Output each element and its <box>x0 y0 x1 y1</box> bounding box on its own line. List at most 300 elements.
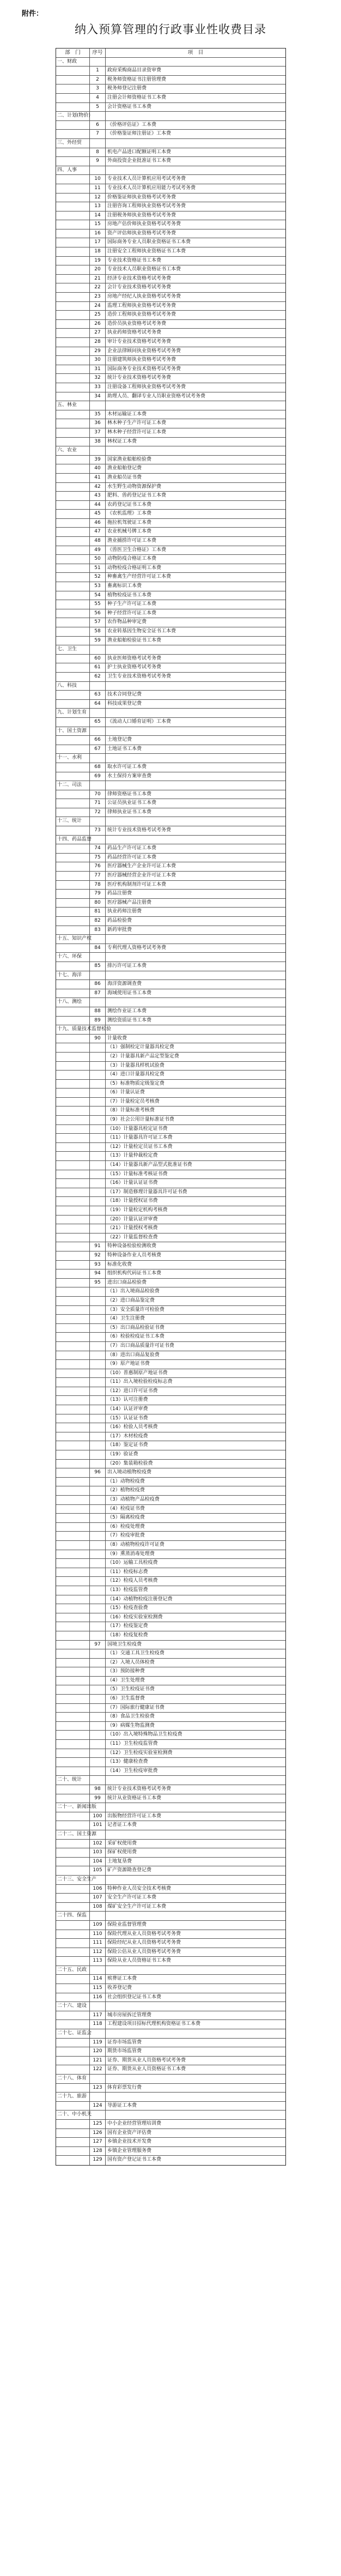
number-cell <box>90 1541 106 1550</box>
department-row <box>56 953 285 962</box>
department-row <box>56 781 285 790</box>
number-cell: 127 <box>90 2138 106 2146</box>
number-cell: 61 <box>90 663 106 672</box>
item-cell: （10）出入境特殊物品卫生检疫费 <box>107 1732 182 1738</box>
number-cell <box>90 2075 106 2083</box>
item-cell <box>106 817 285 826</box>
number-cell <box>90 998 106 1007</box>
number-cell <box>90 1767 106 1776</box>
table-row <box>56 1242 285 1251</box>
table-row <box>56 2057 285 2066</box>
item-cell: 注册咨询工程师执业资格考试考务费 <box>107 203 186 209</box>
item-cell: 林木种子生产许可证工本费 <box>107 420 167 426</box>
department-row <box>56 401 285 410</box>
table-row <box>56 609 285 619</box>
table-row <box>56 1405 285 1414</box>
number-cell <box>90 1586 106 1595</box>
table-row <box>56 1297 285 1306</box>
number-cell: 80 <box>90 899 106 908</box>
item-cell: 会计专业技术资格考试考务费 <box>107 285 172 291</box>
item-cell: 国际商务专业技术资格考试考务费 <box>107 366 181 372</box>
department-row <box>56 2002 285 2011</box>
department-cell <box>56 1269 90 1278</box>
table-row <box>56 1387 285 1396</box>
item-cell: 记者证工本费 <box>107 1822 137 1828</box>
table-row <box>56 1722 285 1731</box>
table-row <box>56 528 285 537</box>
department-cell <box>56 1523 90 1532</box>
number-cell: 104 <box>90 1858 106 1866</box>
item-cell <box>106 2075 285 2083</box>
number-cell <box>90 727 106 736</box>
item-cell: （10）运输工具检疫费 <box>107 1560 158 1566</box>
table-row <box>56 238 285 247</box>
item-cell: 进出口商品检验费 <box>107 1279 147 1285</box>
department-cell <box>56 700 90 709</box>
item-cell: （1）出入境商品检验费 <box>107 1289 160 1295</box>
item-cell: 注册建筑师执业资格考试考务费 <box>107 357 176 363</box>
number-cell: 117 <box>90 2011 106 2020</box>
department-cell <box>56 1731 90 1739</box>
number-cell <box>90 1450 106 1459</box>
item-cell: 造价工程师执业资格考试考务费 <box>107 312 176 318</box>
department-cell <box>56 655 90 663</box>
number-cell: 76 <box>90 862 106 871</box>
number-cell <box>90 1505 106 1514</box>
item-cell: （14）认证评审费 <box>107 1406 148 1412</box>
department-cell <box>56 745 90 754</box>
department-cell <box>56 1586 90 1595</box>
table-row <box>56 745 285 754</box>
number-cell: 122 <box>90 2065 106 2074</box>
table-row <box>56 1460 285 1469</box>
number-cell <box>90 1577 106 1586</box>
item-cell: 特种设备检验检测收费 <box>107 1243 157 1249</box>
number-cell <box>90 1089 106 1097</box>
department-cell <box>56 1261 90 1269</box>
item-cell: 药品生产许可证工本费 <box>107 845 157 851</box>
item-cell: 药品检验费 <box>107 918 132 923</box>
item-cell: （7）出口商品质量许可证书费 <box>107 1343 174 1349</box>
department-row <box>56 971 285 981</box>
item-cell: 标准化收费 <box>107 1261 132 1267</box>
item-cell: 国有资产登记证书工本费 <box>107 2157 162 2163</box>
department-cell <box>56 347 90 356</box>
item-cell: （3）动植物产品检疫费 <box>107 1497 160 1502</box>
department-cell <box>56 283 90 292</box>
table-row <box>56 1604 285 1613</box>
number-cell: 92 <box>90 1251 106 1260</box>
table-row <box>56 926 285 935</box>
item-cell: 证券、期货从业人员资格考试考务费 <box>107 2057 186 2063</box>
item-cell <box>106 1830 285 1839</box>
item-cell <box>106 1912 285 1920</box>
department-cell: 二十九、旅游 <box>56 2093 90 2101</box>
table-row <box>56 410 285 420</box>
table-row <box>56 1351 285 1360</box>
table-row <box>56 1921 285 1930</box>
department-cell <box>56 103 90 112</box>
item-cell: 注册安全工程师执业资格证书工本费 <box>107 249 186 255</box>
item-cell <box>106 401 285 410</box>
item-cell: 社会组织登记证书工本费 <box>107 1994 162 2000</box>
number-cell: 55 <box>90 600 106 609</box>
item-cell: 房地产经纪人执业资格考试考务费 <box>107 294 181 300</box>
number-cell: 72 <box>90 808 106 817</box>
department-cell <box>56 663 90 672</box>
number-cell: 125 <box>90 2120 106 2128</box>
department-cell <box>56 1821 90 1830</box>
table-row <box>56 175 285 184</box>
table-row <box>56 157 285 166</box>
table-row <box>56 1957 285 1966</box>
department-cell <box>56 926 90 935</box>
number-cell: 82 <box>90 917 106 926</box>
item-cell: （17）制造修理计量器具许可证书费 <box>107 1189 187 1195</box>
department-cell <box>56 1858 90 1866</box>
department-cell: 十五、知识产权 <box>56 935 90 944</box>
number-cell: 18 <box>90 247 106 256</box>
number-cell <box>90 1631 106 1640</box>
department-cell <box>56 1423 90 1432</box>
item-cell: （2）植物检疫费 <box>107 1487 145 1493</box>
table-row <box>56 1423 285 1432</box>
table-row <box>56 302 285 311</box>
item-cell <box>106 1803 285 1812</box>
department-cell <box>56 275 90 283</box>
number-cell: 121 <box>90 2057 106 2065</box>
table-row <box>56 890 285 899</box>
department-cell <box>56 1287 90 1296</box>
department-cell <box>56 1659 90 1667</box>
table-row <box>56 2011 285 2021</box>
number-cell: 5 <box>90 103 106 112</box>
number-cell <box>90 1685 106 1694</box>
table-row <box>56 1677 285 1686</box>
number-cell: 62 <box>90 673 106 681</box>
item-cell <box>106 166 285 175</box>
department-cell <box>56 1360 90 1369</box>
number-cell <box>90 1414 106 1423</box>
table-row <box>56 1848 285 1858</box>
number-cell: 89 <box>90 1017 106 1025</box>
item-cell: （8）食品卫生检验费 <box>107 1714 155 1720</box>
department-row <box>56 166 285 176</box>
department-cell <box>56 881 90 890</box>
number-cell <box>90 1776 106 1785</box>
number-cell: 103 <box>90 1848 106 1857</box>
table-row <box>56 374 285 383</box>
department-cell <box>56 1794 90 1803</box>
table-row <box>56 1432 285 1442</box>
number-cell: 118 <box>90 2020 106 2029</box>
number-cell <box>90 1695 106 1703</box>
number-cell: 73 <box>90 826 106 835</box>
number-cell: 113 <box>90 1957 106 1966</box>
department-cell <box>56 1677 90 1685</box>
table-row <box>56 1713 285 1722</box>
table-row <box>56 356 285 365</box>
department-cell: 二十六、建设 <box>56 2002 90 2011</box>
number-cell: 105 <box>90 1866 106 1875</box>
department-cell <box>56 1641 90 1649</box>
number-cell: 50 <box>90 555 106 564</box>
number-cell: 115 <box>90 1984 106 1993</box>
item-cell: 《兽医卫生合格证》工本费 <box>107 547 167 553</box>
item-cell <box>106 139 285 148</box>
number-cell <box>90 1550 106 1559</box>
number-cell: 47 <box>90 528 106 536</box>
department-cell <box>56 2102 90 2111</box>
table-row <box>56 257 285 266</box>
item-cell <box>106 754 285 763</box>
number-cell: 27 <box>90 329 106 337</box>
item-cell: 拖拉机驾驶证工本费 <box>107 519 152 525</box>
table-row <box>56 989 285 999</box>
department-cell: 七、卫生 <box>56 645 90 654</box>
table-row <box>56 202 285 211</box>
number-cell: 37 <box>90 428 106 437</box>
department-cell <box>56 908 90 916</box>
table-row <box>56 392 285 402</box>
number-cell: 107 <box>90 1894 106 1902</box>
item-cell: 渔业船舶登记费 <box>107 465 142 471</box>
item-cell: （13）计量仲裁检定费 <box>107 1153 158 1159</box>
department-cell <box>56 1216 90 1224</box>
table-row <box>56 428 285 438</box>
table-row <box>56 1993 285 2003</box>
number-cell: 108 <box>90 1903 106 1912</box>
number-cell: 16 <box>90 229 106 238</box>
table-row <box>56 1125 285 1134</box>
number-cell <box>90 1496 106 1504</box>
number-cell: 33 <box>90 383 106 392</box>
table-row <box>56 546 285 555</box>
department-cell <box>56 247 90 256</box>
department-row <box>56 1876 285 1885</box>
number-cell <box>90 1206 106 1215</box>
item-cell: （5）隔离检疫费 <box>107 1515 145 1521</box>
item-cell: 特种作业人员安全技术考核费 <box>107 1885 172 1891</box>
department-cell: 十八、测绘 <box>56 998 90 1007</box>
item-cell: （11）检疫标志费 <box>107 1569 148 1575</box>
item-cell: （10）普惠制原产地证书费 <box>107 1370 168 1376</box>
number-cell <box>90 645 106 654</box>
department-cell <box>56 2020 90 2029</box>
number-cell: 53 <box>90 582 106 591</box>
table-row <box>56 1631 285 1641</box>
table-row <box>56 1939 285 1948</box>
table-row <box>56 1812 285 1822</box>
table-row <box>56 1514 285 1523</box>
department-cell <box>56 501 90 510</box>
number-cell <box>90 2002 106 2011</box>
item-cell: 房地产估价师执业资格考试考务费 <box>107 221 181 227</box>
item-cell: 期货市场监管费 <box>107 2048 142 2054</box>
department-cell <box>56 2047 90 2056</box>
department-cell <box>56 1975 90 1984</box>
item-cell: 资产评估师执业资格考试考务费 <box>107 230 176 236</box>
item-cell: 殡葬证工本费 <box>107 1976 137 1982</box>
table-row <box>56 799 285 808</box>
department-cell <box>56 1604 90 1613</box>
item-cell: 会计资格证书工本费 <box>107 104 152 110</box>
department-cell <box>56 1993 90 2002</box>
number-cell: 79 <box>90 890 106 898</box>
number-cell <box>90 1287 106 1296</box>
header-department: 部 门 <box>56 49 90 57</box>
department-row <box>56 1025 285 1035</box>
table-row <box>56 1496 285 1505</box>
department-cell <box>56 121 90 130</box>
department-cell <box>56 862 90 871</box>
department-cell <box>56 257 90 265</box>
table-row <box>56 2020 285 2029</box>
table-row <box>56 917 285 926</box>
table-row <box>56 1017 285 1026</box>
item-cell: 技术合同登记费 <box>107 692 142 698</box>
table-row <box>56 555 285 564</box>
table-row <box>56 1613 285 1623</box>
table-row <box>56 1486 285 1496</box>
number-cell: 111 <box>90 1939 106 1948</box>
number-cell <box>90 1216 106 1224</box>
department-cell <box>56 1468 90 1477</box>
number-cell <box>90 1604 106 1613</box>
item-cell: 取水许可证工本费 <box>107 764 147 770</box>
table-row <box>56 1197 285 1206</box>
table-row <box>56 582 285 591</box>
number-cell: 22 <box>90 283 106 292</box>
number-cell <box>90 1713 106 1721</box>
department-cell <box>56 1378 90 1387</box>
table-row <box>56 329 285 338</box>
table-row <box>56 474 285 483</box>
item-cell: （9）原产地证书费 <box>107 1361 150 1367</box>
department-cell <box>56 600 90 609</box>
item-cell: （12）卫生检疫实验室检测费 <box>107 1750 173 1756</box>
department-cell <box>56 1713 90 1721</box>
number-cell <box>90 1152 106 1160</box>
department-row <box>56 446 285 456</box>
item-cell <box>106 112 285 120</box>
number-cell: 4 <box>90 94 106 102</box>
item-cell <box>106 935 285 944</box>
department-cell <box>56 2065 90 2074</box>
item-cell <box>106 1876 285 1884</box>
department-cell <box>56 1649 90 1658</box>
item-cell: 专业技术人员计算机应用能力考试考务费 <box>107 185 196 191</box>
department-cell <box>56 618 90 627</box>
department-cell <box>56 2129 90 2138</box>
table-row <box>56 1541 285 1550</box>
item-cell: （3）安全质量许可检验费 <box>107 1307 165 1313</box>
item-cell: 助理人员、翻译专业人员职业资格考试考务费 <box>107 393 206 399</box>
department-cell <box>56 474 90 482</box>
department-cell <box>56 1695 90 1703</box>
table-row <box>56 1224 285 1233</box>
department-cell: 二十七、证监会 <box>56 2029 90 2038</box>
item-cell: （21）计量授权考核费 <box>107 1225 158 1231</box>
item-cell: 监理工程师执业资格考试考务费 <box>107 303 176 309</box>
department-cell <box>56 1233 90 1242</box>
number-cell: 78 <box>90 881 106 890</box>
item-cell: （11）卫生检疫监管费 <box>107 1741 158 1747</box>
table-row <box>56 1116 285 1125</box>
number-cell <box>90 1405 106 1414</box>
department-cell <box>56 130 90 138</box>
item-cell: 《价格鉴证师注册证》工本费 <box>107 131 172 137</box>
table-row <box>56 501 285 510</box>
item-cell: （1）动物检疫费 <box>107 1478 145 1484</box>
item-cell: （13）健康检查费 <box>107 1759 148 1765</box>
number-cell: 19 <box>90 257 106 265</box>
item-cell: （13）检疫监管费 <box>107 1587 148 1593</box>
department-cell <box>56 1685 90 1694</box>
department-cell <box>56 1550 90 1559</box>
department-cell <box>56 1432 90 1441</box>
number-cell: 96 <box>90 1468 106 1477</box>
department-cell <box>56 184 90 193</box>
table-row <box>56 1930 285 1939</box>
table-row <box>56 564 285 573</box>
table-row <box>56 66 285 76</box>
item-cell: 组织机构代码证书工本费 <box>107 1271 162 1277</box>
department-cell <box>56 302 90 311</box>
table-row <box>56 419 285 428</box>
department-cell: 二十一、新闻出版 <box>56 1803 90 1812</box>
number-cell: 36 <box>90 419 106 428</box>
item-cell: （8）进出口商品复验费 <box>107 1352 160 1358</box>
number-cell: 120 <box>90 2047 106 2056</box>
department-cell <box>56 546 90 555</box>
item-cell <box>106 953 285 962</box>
department-cell <box>56 1125 90 1134</box>
item-cell: （3）计量器具样机试验费 <box>107 1062 165 1068</box>
number-cell <box>90 1188 106 1197</box>
table-row <box>56 103 285 112</box>
table-row <box>56 2102 285 2111</box>
number-cell <box>90 1342 106 1351</box>
department-cell <box>56 917 90 926</box>
department-cell <box>56 1315 90 1323</box>
department-cell: 二十三、安全生产 <box>56 1876 90 1884</box>
table-row <box>56 1216 285 1225</box>
department-cell <box>56 808 90 817</box>
item-cell: 乡镇企业管理服务费 <box>107 2148 152 2154</box>
item-cell: 科技成果登记费 <box>107 700 142 706</box>
table-row <box>56 962 285 971</box>
department-cell <box>56 175 90 184</box>
item-cell: （6）计量认证费 <box>107 1090 145 1096</box>
department-cell <box>56 1206 90 1215</box>
item-cell: （7）国际旅行健康证书费 <box>107 1704 165 1710</box>
number-cell: 24 <box>90 302 106 311</box>
number-cell: 119 <box>90 2039 106 2047</box>
table-row <box>56 1170 285 1180</box>
department-cell <box>56 1704 90 1713</box>
department-cell <box>56 1930 90 1939</box>
table-row <box>56 627 285 637</box>
item-cell: 公证员执业证书工本费 <box>107 800 157 806</box>
department-cell <box>56 365 90 374</box>
item-cell: 专业技术资格证书工本费 <box>107 257 162 263</box>
department-cell <box>56 1568 90 1577</box>
department-cell <box>56 1224 90 1233</box>
table-row <box>56 220 285 229</box>
department-cell <box>56 799 90 808</box>
department-row <box>56 935 285 944</box>
